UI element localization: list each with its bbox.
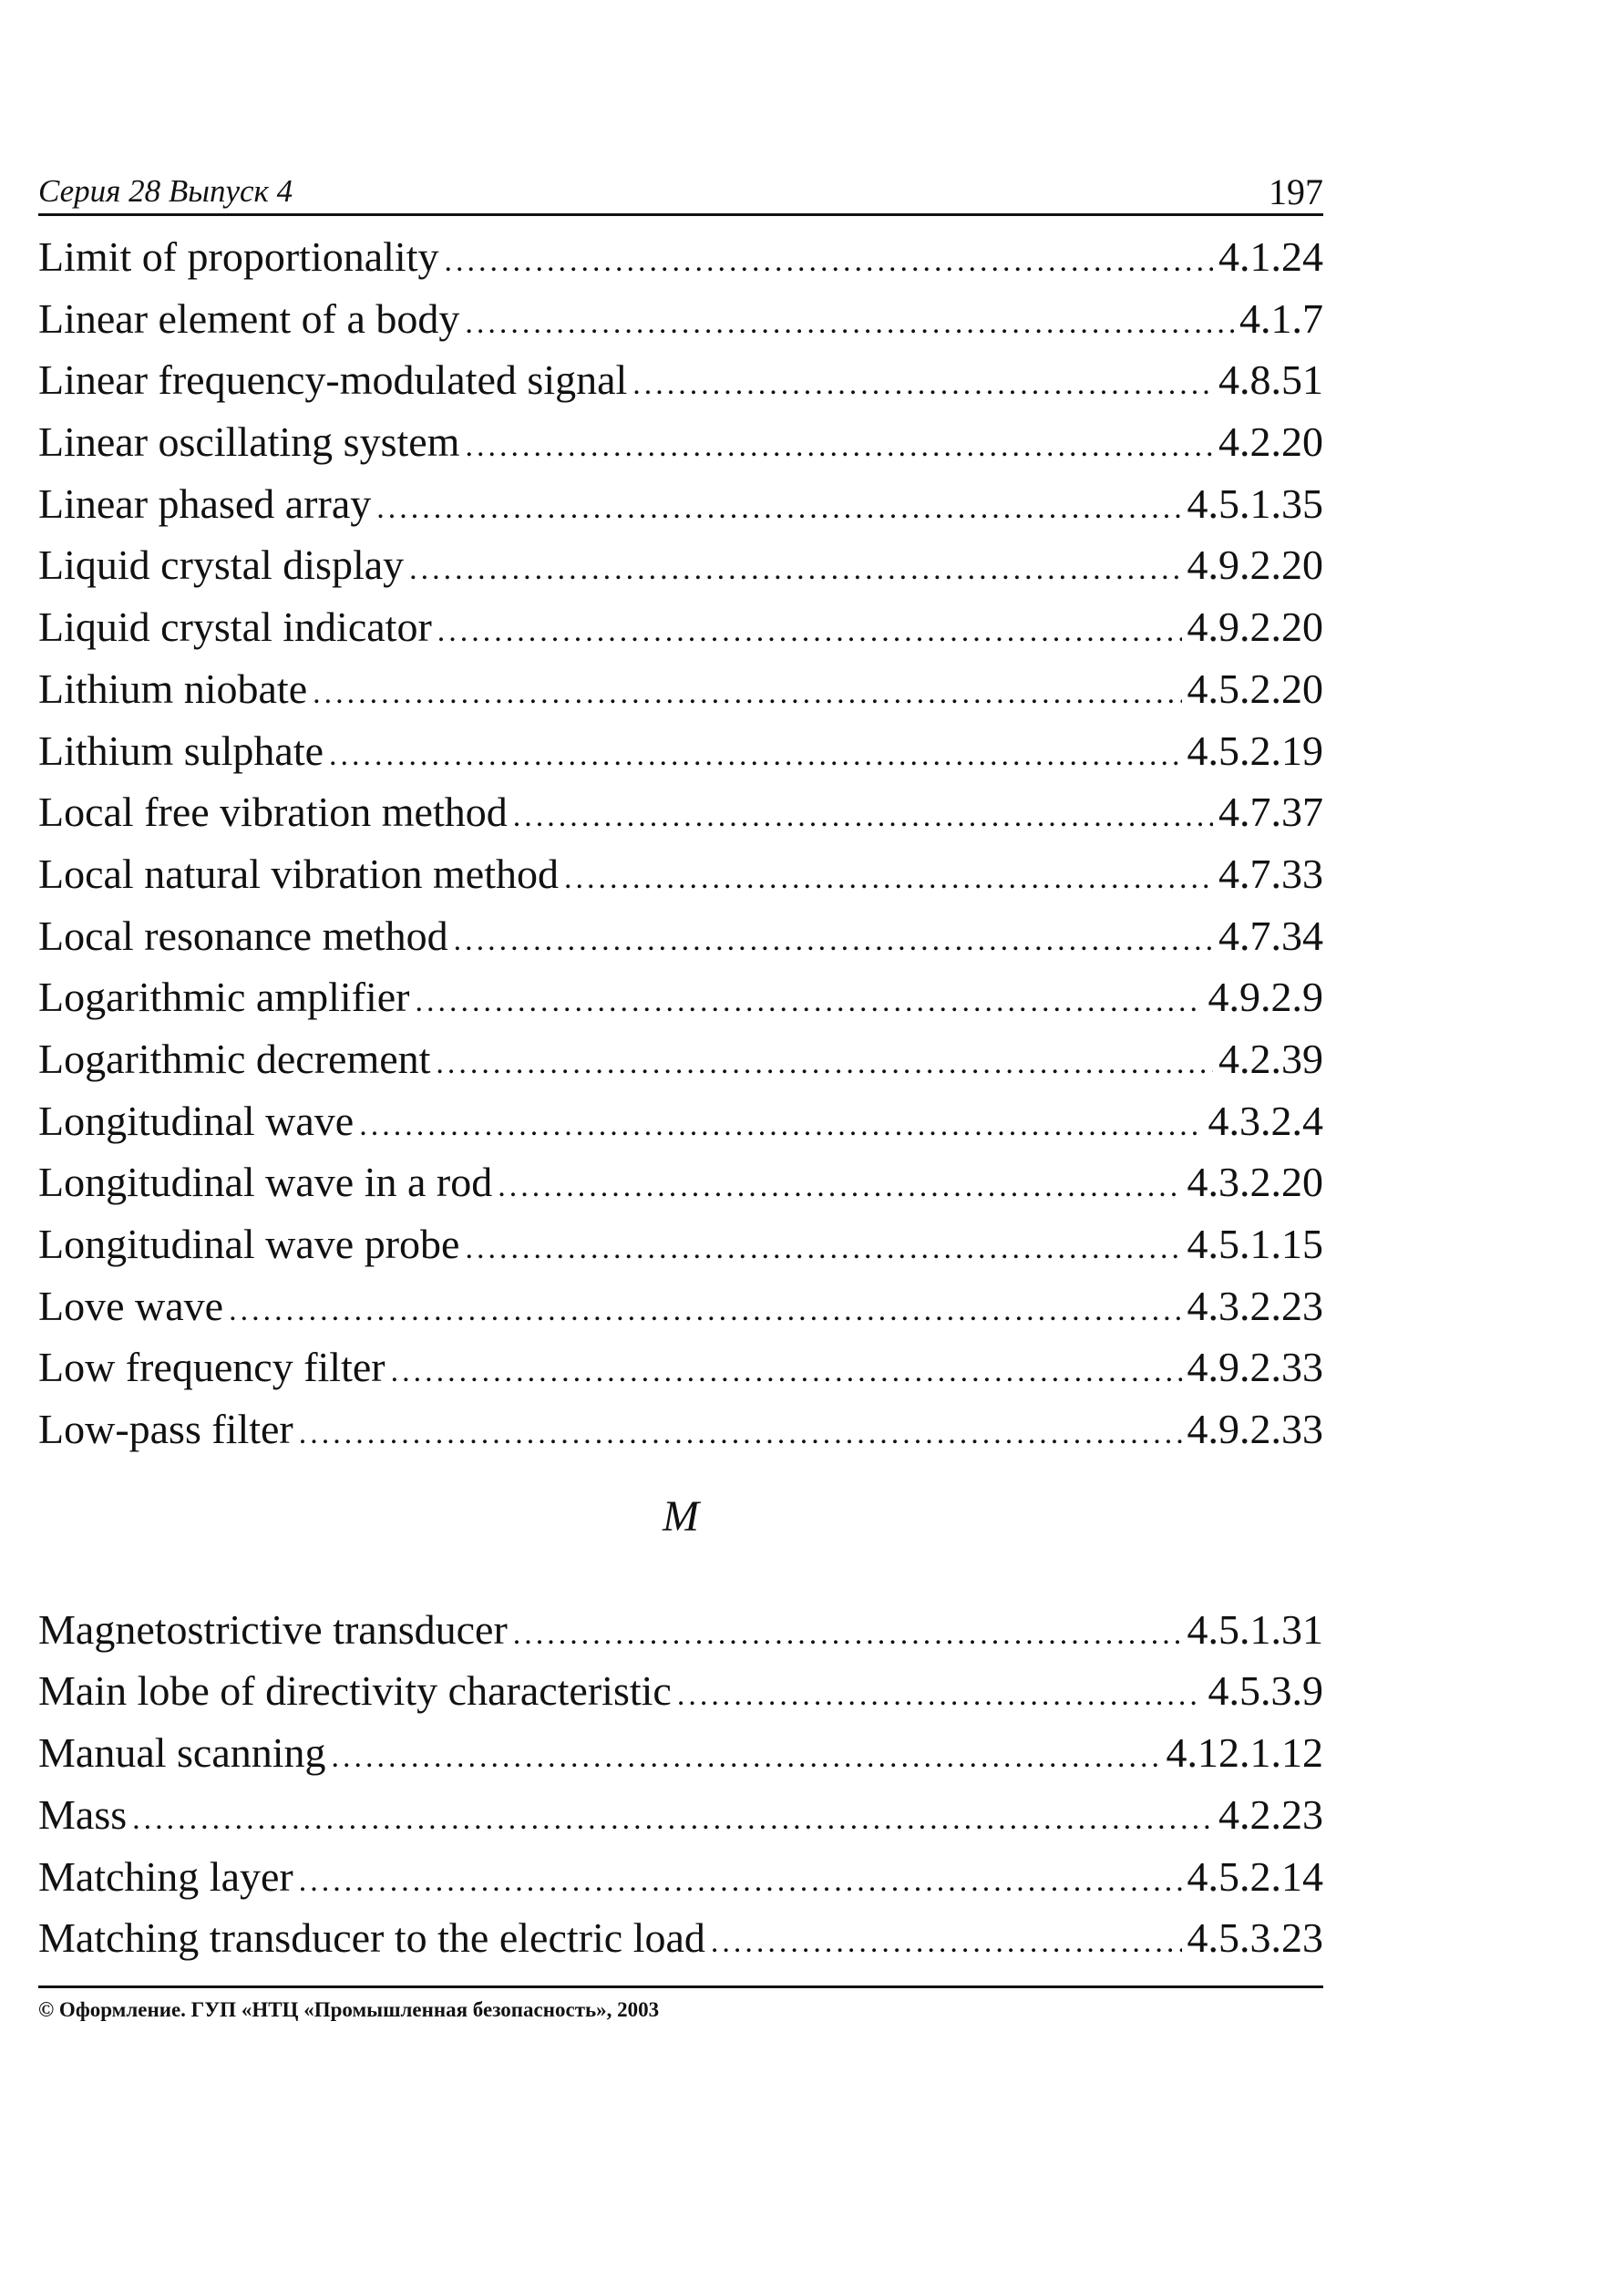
index-entry bbox=[38, 1151, 1323, 1213]
dot-leader bbox=[564, 848, 1213, 910]
series-title: Серия 28 Выпуск 4 bbox=[38, 173, 293, 209]
entry-ref: 4.1.7 bbox=[1239, 294, 1323, 342]
dot-leader bbox=[498, 1156, 1181, 1218]
entry-ref: 4.5.2.14 bbox=[1187, 1852, 1323, 1900]
index-entry bbox=[38, 843, 1323, 905]
entry-term: Manual scanning bbox=[38, 1729, 326, 1777]
dot-leader bbox=[229, 1280, 1181, 1342]
index-entry bbox=[38, 1660, 1323, 1722]
dot-leader bbox=[677, 1665, 1203, 1727]
entry-term: Local free vibration method bbox=[38, 789, 508, 836]
index-entry bbox=[38, 534, 1323, 596]
entry-term: Linear frequency-modulated signal bbox=[38, 356, 628, 404]
entry-term: Logarithmic decrement bbox=[38, 1035, 431, 1082]
index-entry bbox=[38, 473, 1323, 535]
section-letter: M bbox=[663, 1491, 699, 1541]
dot-leader bbox=[409, 539, 1181, 601]
index-entry bbox=[38, 1784, 1323, 1846]
entry-term: Mass bbox=[38, 1790, 128, 1838]
dot-leader bbox=[299, 1851, 1182, 1913]
entry-term: Lithium niobate bbox=[38, 665, 308, 712]
dot-leader bbox=[513, 786, 1213, 848]
entry-term: Liquid crystal display bbox=[38, 541, 405, 589]
entry-term: Longitudinal wave in a rod bbox=[38, 1159, 493, 1206]
index-entry bbox=[38, 1213, 1323, 1275]
index-entry bbox=[38, 658, 1323, 720]
dot-leader bbox=[376, 478, 1181, 540]
footer-divider bbox=[38, 1985, 1323, 1988]
entry-ref: 4.3.2.23 bbox=[1187, 1282, 1323, 1329]
entry-ref: 4.5.2.20 bbox=[1187, 665, 1323, 712]
index-entry bbox=[38, 1722, 1323, 1784]
index-entry bbox=[38, 1275, 1323, 1337]
entry-ref: 4.9.2.33 bbox=[1187, 1406, 1323, 1453]
dot-leader bbox=[711, 1912, 1182, 1974]
index-entry bbox=[38, 1090, 1323, 1152]
entry-ref: 4.5.2.19 bbox=[1187, 727, 1323, 774]
index-entry bbox=[38, 1599, 1323, 1661]
dot-leader bbox=[454, 910, 1213, 972]
index-entry bbox=[38, 288, 1323, 350]
index-entry bbox=[38, 1336, 1323, 1398]
entry-term: Local resonance method bbox=[38, 912, 448, 959]
entry-term: Low-pass filter bbox=[38, 1406, 293, 1453]
index-entry bbox=[38, 1907, 1323, 1969]
entry-term: Linear phased array bbox=[38, 480, 372, 527]
index-entry bbox=[38, 905, 1323, 967]
entry-ref: 4.12.1.12 bbox=[1166, 1729, 1323, 1777]
page-header bbox=[38, 162, 1323, 216]
entry-term: Lithium sulphate bbox=[38, 727, 324, 774]
index-entry bbox=[38, 226, 1323, 288]
dot-leader bbox=[437, 601, 1182, 663]
entry-ref: 4.7.34 bbox=[1218, 912, 1323, 959]
dot-leader bbox=[445, 231, 1214, 293]
index-entry bbox=[38, 596, 1323, 658]
entry-ref: 4.9.2.9 bbox=[1208, 974, 1323, 1021]
entry-term: Linear element of a body bbox=[38, 294, 460, 342]
entry-ref: 4.9.2.20 bbox=[1187, 541, 1323, 589]
entry-ref: 4.2.20 bbox=[1218, 418, 1323, 466]
index-entry bbox=[38, 1028, 1323, 1090]
entry-ref: 4.2.39 bbox=[1218, 1035, 1323, 1082]
entry-term: Logarithmic amplifier bbox=[38, 974, 410, 1021]
index-entry bbox=[38, 781, 1323, 843]
dot-leader bbox=[632, 354, 1213, 416]
entry-term: Love wave bbox=[38, 1282, 224, 1329]
page-number: 197 bbox=[1269, 171, 1323, 212]
entry-ref: 4.7.37 bbox=[1218, 789, 1323, 836]
entry-term: Local natural vibration method bbox=[38, 850, 559, 897]
entry-term: Liquid crystal indicator bbox=[38, 603, 432, 651]
index-entry bbox=[38, 1398, 1323, 1460]
entry-term: Matching layer bbox=[38, 1852, 293, 1900]
entry-ref: 4.5.1.35 bbox=[1187, 480, 1323, 527]
index-entries bbox=[38, 226, 1323, 1969]
dot-leader bbox=[359, 1095, 1202, 1157]
index-entry bbox=[38, 966, 1323, 1028]
dot-leader bbox=[329, 725, 1181, 787]
dot-leader bbox=[391, 1341, 1182, 1403]
entry-ref: 4.9.2.33 bbox=[1187, 1344, 1323, 1391]
dot-leader bbox=[132, 1789, 1213, 1851]
dot-leader bbox=[313, 663, 1181, 725]
entry-ref: 4.5.3.23 bbox=[1187, 1914, 1323, 1962]
entry-ref: 4.5.3.9 bbox=[1208, 1667, 1323, 1715]
entry-ref: 4.3.2.20 bbox=[1187, 1159, 1323, 1206]
dot-leader bbox=[415, 971, 1202, 1033]
dot-leader bbox=[513, 1604, 1182, 1666]
entry-term: Matching transducer to the electric load bbox=[38, 1914, 705, 1962]
index-entry bbox=[38, 349, 1323, 411]
entry-term: Magnetostrictive transducer bbox=[38, 1605, 508, 1653]
index-entry bbox=[38, 720, 1323, 782]
entry-ref: 4.1.24 bbox=[1218, 233, 1323, 280]
dot-leader bbox=[332, 1727, 1161, 1789]
dot-leader bbox=[465, 293, 1234, 355]
entry-ref: 4.3.2.4 bbox=[1208, 1097, 1323, 1144]
entry-ref: 4.5.1.31 bbox=[1187, 1605, 1323, 1653]
entry-term: Longitudinal wave bbox=[38, 1097, 355, 1144]
entry-ref: 4.2.23 bbox=[1218, 1790, 1323, 1838]
entry-term: Low frequency filter bbox=[38, 1344, 385, 1391]
entry-ref: 4.7.33 bbox=[1218, 850, 1323, 897]
entry-ref: 4.8.51 bbox=[1218, 356, 1323, 404]
entry-ref: 4.5.1.15 bbox=[1187, 1221, 1323, 1267]
footer-copyright: © Оформление. ГУП «НТЦ «Промышленная безопасность», 2003 bbox=[38, 1998, 660, 2021]
dot-leader bbox=[436, 1033, 1213, 1095]
entry-term: Linear oscillating system bbox=[38, 418, 460, 466]
index-entry bbox=[38, 411, 1323, 473]
entry-term: Main lobe of directivity characteristic bbox=[38, 1667, 672, 1715]
entry-term: Limit of proportionality bbox=[38, 233, 439, 280]
index-page bbox=[38, 0, 1323, 2269]
index-entry bbox=[38, 1846, 1323, 1908]
entry-term: Longitudinal wave probe bbox=[38, 1221, 460, 1267]
dot-leader bbox=[465, 416, 1213, 478]
entry-ref: 4.9.2.20 bbox=[1187, 603, 1323, 651]
dot-leader bbox=[299, 1403, 1182, 1465]
dot-leader bbox=[465, 1218, 1181, 1280]
